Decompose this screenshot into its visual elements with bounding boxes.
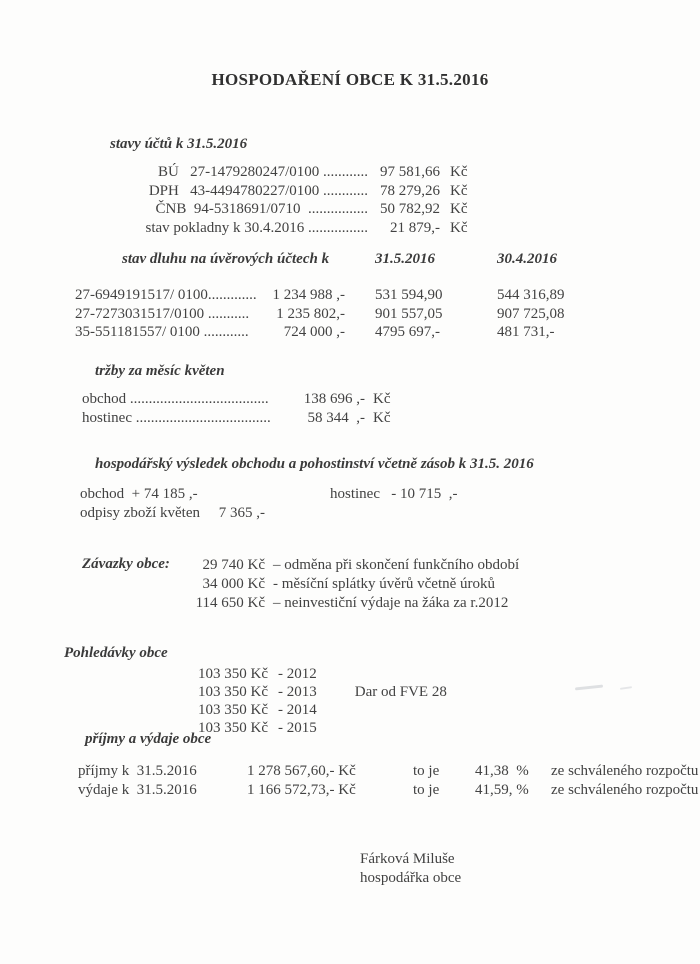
debt-row — [75, 286, 565, 305]
liabilities-list — [185, 556, 519, 612]
loan-balance-previous: 481 731,- — [497, 324, 555, 341]
account-row — [118, 219, 468, 238]
liability-amount: 34 000 Kč — [202, 575, 265, 592]
receivable-amount: 103 350 Kč — [198, 719, 268, 736]
currency-label: Kč — [450, 219, 468, 236]
account-amount: 50 782,92 — [380, 201, 440, 217]
currency-label: Kč — [450, 201, 468, 217]
budget-connector: to je — [413, 781, 440, 798]
receivables-list — [198, 666, 447, 738]
account-row — [118, 182, 468, 201]
budget-note: ze schváleného rozpočtu — [551, 763, 699, 779]
revenue-amount: 138 696 ,- — [303, 391, 365, 407]
account-label: stav pokladny k 30.4.2016 ................ — [145, 219, 368, 236]
debt-section-heading — [0, 251, 700, 271]
budget-table — [78, 762, 698, 799]
receivable-amount: 103 350 Kč — [198, 683, 268, 700]
currency-label: Kč — [450, 164, 468, 180]
pen-mark-artifact — [575, 683, 645, 693]
account-row — [118, 200, 468, 219]
revenue-amount: 58 344 ,- — [307, 409, 365, 426]
document-title: HOSPODAŘENÍ OBCE K 31.5.2016 — [211, 70, 489, 89]
liability-amount: 114 650 Kč — [195, 594, 265, 611]
signature-block — [360, 850, 461, 888]
liabilities-section-heading: Závazky obce: — [82, 556, 170, 572]
debt-row — [75, 323, 565, 342]
signature-role: hospodářka obce — [360, 870, 462, 886]
budget-row — [78, 762, 698, 781]
loan-balance-current: 4795 697,- — [375, 324, 440, 341]
account-label: ČNB 94-5318691/0710 ................ — [155, 201, 368, 217]
liability-description: – neinvestiční výdaje na žáka za r.2012 — [273, 594, 509, 611]
account-label: BÚ 27-1479280247/0100 ............ — [158, 164, 368, 180]
revenues-table — [82, 390, 391, 427]
revenue-row — [82, 409, 391, 428]
budget-amount: 1 166 572,73,- Kč — [247, 781, 356, 798]
debt-heading-label: stav dluhu na úvěrových účtech k — [122, 251, 330, 267]
budget-row — [78, 781, 698, 800]
accounts-section-heading: stavy účtů k 31.5.2016 — [110, 136, 248, 152]
result-pub-value: hostinec - 10 715 ,- — [330, 486, 458, 502]
revenue-label: hostinec .................................... — [82, 409, 271, 426]
account-amount: 97 581,66 — [380, 164, 440, 180]
liability-item — [185, 575, 519, 594]
budget-label: výdaje k 31.5.2016 — [78, 781, 197, 798]
debt-date-previous: 30.4.2016 — [497, 251, 557, 267]
receivable-item — [198, 720, 447, 738]
result-section-heading: hospodářský výsledek obchodu a pohostinství včetně zásob k 31.5. 2016 — [95, 456, 534, 472]
currency-label: Kč — [450, 182, 468, 199]
receivable-year: - 2015 — [278, 719, 317, 736]
account-row — [118, 163, 468, 182]
receivable-amount: 103 350 Kč — [198, 701, 268, 718]
receivables-section-heading: Pohledávky obce — [64, 645, 168, 661]
signature-name: Fárková Miluše — [360, 851, 455, 867]
debt-date-current: 31.5.2016 — [375, 251, 435, 267]
liability-amount: 29 740 Kč — [202, 557, 265, 573]
budget-amount: 1 278 567,60,- Kč — [247, 763, 356, 779]
liability-item — [185, 556, 519, 575]
debt-table — [75, 286, 565, 342]
revenue-label: obchod ..................................... — [82, 391, 269, 407]
accounts-table — [118, 163, 468, 237]
loan-balance-current: 901 557,05 — [375, 305, 443, 322]
budget-percent: 41,38 % — [475, 763, 529, 779]
currency-label: Kč — [373, 409, 391, 426]
result-line — [80, 486, 457, 503]
currency-label: Kč — [373, 391, 391, 407]
revenue-row — [82, 390, 391, 409]
loan-amount: 1 234 988 ,- — [272, 287, 345, 303]
loan-account-number: 27-6949191517/ 0100............. — [75, 287, 257, 303]
account-amount: 21 879,- — [390, 219, 440, 236]
budget-connector: to je — [413, 763, 440, 779]
receivable-item — [198, 684, 447, 702]
result-shop-value: obchod + 74 185 ,- — [80, 486, 198, 502]
receivable-amount: 103 350 Kč — [198, 666, 268, 682]
loan-account-number: 35-551181557/ 0100 ............ — [75, 324, 249, 341]
receivable-year: - 2012 — [278, 666, 317, 682]
receivable-year: - 2013 — [278, 683, 317, 700]
debt-row — [75, 305, 565, 324]
budget-percent: 41,59, % — [475, 781, 529, 798]
loan-account-number: 27-7273031517/0100 ........... — [75, 305, 250, 322]
receivable-year: - 2014 — [278, 701, 317, 718]
account-label: DPH 43-4494780227/0100 ............ — [148, 182, 368, 199]
liability-description: – odměna při skončení funkčního období — [273, 557, 520, 573]
budget-section-heading: příjmy a výdaje obce — [85, 731, 212, 747]
receivable-item — [198, 666, 447, 684]
loan-balance-previous: 544 316,89 — [497, 287, 565, 303]
revenues-section-heading: tržby za měsíc květen — [95, 363, 225, 379]
receivable-note: Dar od FVE 28 — [354, 683, 447, 700]
loan-amount: 1 235 802,- — [276, 305, 345, 322]
liability-description: - měsíční splátky úvěrů včetně úroků — [273, 575, 496, 592]
budget-label: příjmy k 31.5.2016 — [78, 763, 197, 779]
loan-amount: 724 000 ,- — [283, 324, 345, 341]
budget-note: ze schváleného rozpočtu — [551, 781, 699, 798]
loan-balance-previous: 907 725,08 — [497, 305, 565, 322]
loan-balance-current: 531 594,90 — [375, 287, 443, 303]
receivable-item — [198, 702, 447, 720]
liability-item — [185, 594, 519, 613]
result-writeoffs: odpisy zboží květen 7 365 ,- — [80, 504, 265, 521]
account-amount: 78 279,26 — [380, 182, 440, 199]
